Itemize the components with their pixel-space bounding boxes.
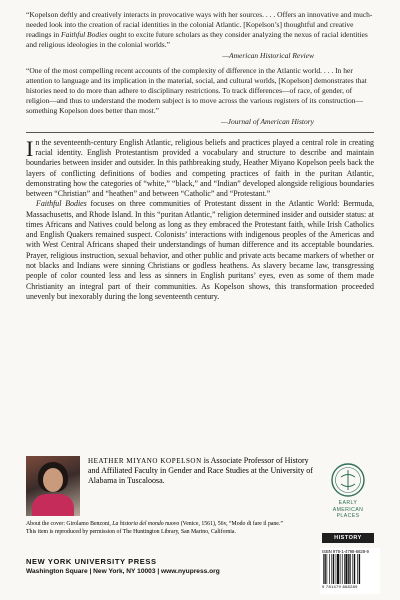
publisher-address: Washington Square | New York, NY 10003 | www.nyupress.org xyxy=(26,568,220,575)
review-1-text: “Kopelson deftly and creatively interacts in provocative ways with her sources. . . . Offers an innovative and much-needed look into the creation of racial identities in the colonial Atlantic. [Kopelson’s] thoughtful and creative readings in xyxy=(26,10,373,39)
barcode-bar xyxy=(337,554,339,584)
cover-credit-text: About the cover: Girolamo Benzoni, xyxy=(26,521,113,527)
series-label xyxy=(323,500,373,520)
barcode-bar xyxy=(345,554,347,584)
drop-cap: I xyxy=(26,135,34,161)
barcode-bar xyxy=(359,554,360,584)
author-name: HEATHER MIYANO KOPELSON xyxy=(88,457,202,465)
barcode-bar xyxy=(352,554,353,584)
review-quote-2 xyxy=(26,66,374,115)
review-source-2: —Journal of American History xyxy=(221,116,314,126)
description-p1-text: n the seventeenth-century English Atlantic, religious beliefs and practices played a central role in creating racial identity. English Protestantism provided a vocabulary and structure to describe and maintain boundaries between insider and outsider. In this pathbreaking study, Heather Miyano Kopelson peels back the layers of conflicting definitions of bodies and competing practices of faith in the puritan Atlantic, demonstrating how the categories of “white,” “black,” and “Indian” developed alongside religious boundaries between “Christian” and “heathen” and between “Catholic” and “Protestant.” xyxy=(26,137,374,199)
barcode xyxy=(320,548,380,594)
cover-credit-text-end: (Venice, 1561), 56v, “Modo di fare il pane.” This item is reproduced by permission of The Huntington Library, San Marino, California. xyxy=(26,521,283,535)
barcode-bar xyxy=(354,554,355,584)
review-quote-1 xyxy=(26,10,374,50)
barcode-bar xyxy=(342,554,343,584)
barcode-bar xyxy=(329,554,330,584)
author-photo xyxy=(26,456,80,516)
barcode-bars xyxy=(322,554,378,584)
description-p2-text: focuses on three communities of Protestant dissent in the Atlantic World: Bermuda, Massachusetts, and Rhode Island. In this “puritan Atlantic,” religion determined insider and outsider status: at times Africans and Natives could belong as long as they embraced the Protestant faith, while Irish Catholics and English Quakers remained suspect. Colonists’ interactions with indigenous peoples of the Americas and with West Central Africans shaped their understandings of human difference and its acceptable boundaries. Prayer, religious instruction, sexual behavior, and other public and private acts became markers of whether or not blacks and Indians were sinning Christians or godless heathens. As slavery became law, transgressing people of color counted less and less as sinners in English puritans’ eyes, even as some of them made Christianity an integral part of their communities. As Kopelson shows, this transformation proceeded unevenly but inexorably during the long seventeenth century. xyxy=(26,199,375,301)
review-1-book-title: Faithful Bodies xyxy=(61,29,108,39)
description-paragraph-1 xyxy=(26,135,374,200)
barcode-bar xyxy=(323,554,324,584)
review-1-text-end: ought to excite future scholars as they consider analyzing the nexus of racial identities and religious ideologies in the colonial worlds.” xyxy=(26,29,368,49)
barcode-bar xyxy=(348,554,349,584)
photo-face xyxy=(43,468,63,492)
barcode-digits: 9 781479 868289 xyxy=(322,584,358,589)
isbn-text: ISBN 978-1-4798-6828-9 xyxy=(322,549,369,554)
description-paragraph-2 xyxy=(26,199,374,302)
barcode-bar xyxy=(327,554,328,584)
cover-credit xyxy=(26,521,288,536)
divider xyxy=(26,132,374,133)
series-line-2: AMERICAN xyxy=(332,506,364,513)
author-bio xyxy=(88,456,318,487)
author-section xyxy=(26,452,326,514)
publisher-name: NEW YORK UNIVERSITY PRESS xyxy=(26,557,157,566)
series-line-1: EARLY xyxy=(338,500,358,506)
review-2-text: “One of the most compelling recent accounts of the complexity of difference in the Atlantic world. . . . In her attention to language and its implication in the material, social, and cultural worlds, [Kopelson] demonstrates that histories need to do more than adhere to disciplinary restrictions. To track differences—of race, of gender, of religion—and thus to understand the modern subject is to move across the various registers of its construction—something Kopelson does better than most.” xyxy=(26,66,367,116)
review-source-1: —American Historical Review xyxy=(222,50,314,60)
author-bio-text: is Associate Professor of History and Affiliated Faculty in Gender and Race Studies at the University of Alabama in Tuscaloosa. xyxy=(88,456,313,486)
series-line-3: PLACES xyxy=(336,513,360,519)
series-seal xyxy=(323,462,373,540)
description-book-title: Faithful Bodies xyxy=(36,199,87,209)
series-logo-icon xyxy=(323,462,373,498)
photo-shirt xyxy=(32,494,74,516)
barcode-bar xyxy=(340,554,341,584)
barcode-bar xyxy=(350,554,351,584)
barcode-bar xyxy=(357,554,358,584)
barcode-bar xyxy=(324,554,325,584)
publisher-block xyxy=(26,557,306,575)
category-badge: HISTORY xyxy=(322,533,374,543)
barcode-bar xyxy=(331,554,332,584)
barcode-bar xyxy=(344,554,345,584)
barcode-bar xyxy=(333,554,334,584)
cover-credit-title: La historia del mondo nuovo xyxy=(112,521,180,527)
barcode-bar xyxy=(336,554,337,584)
